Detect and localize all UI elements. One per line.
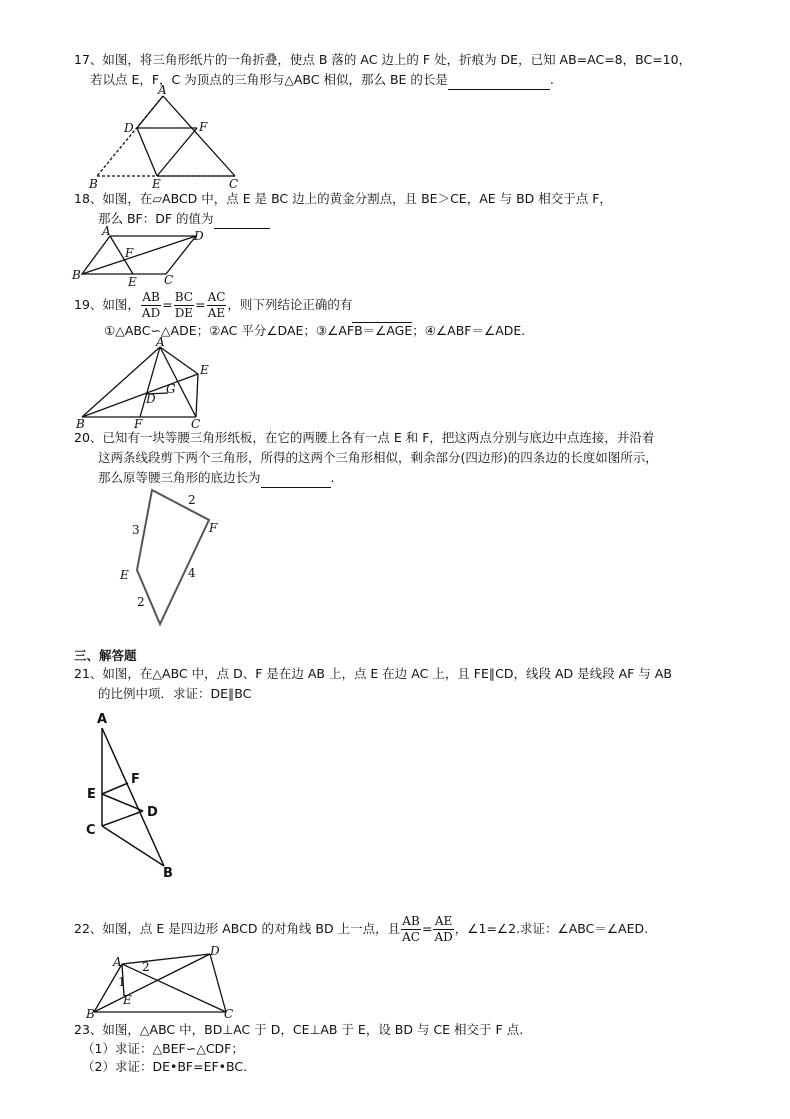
q19-eq2: = [195,297,206,312]
q19-fraction-ab-ad [141,290,161,321]
q17-end: . [549,72,554,87]
q17-figure [85,84,255,194]
q20-figure [110,484,240,634]
q17-label-d: D [124,121,134,135]
q22-label-c: C [224,1007,234,1021]
q18-answer-blank[interactable] [214,210,270,229]
q20-side-2-top: 2 [188,493,196,507]
q22-label-e: E [123,993,132,1007]
q21-label-d: D [147,805,158,820]
q17-label-c: C [229,177,239,191]
q18-label-a: A [102,224,111,238]
section-title-solve: 三、解答题 [74,648,137,663]
q18-label-d: D [194,229,204,243]
q22-edge-ad [122,954,210,964]
q19-edge-be [82,374,198,417]
q17-label-a: A [158,83,167,97]
q21-label-a: A [97,712,108,727]
q22-fraction-ab-ac [401,914,421,945]
q20-line2: 这两条线段剪下两个三角形，所得的这两个三角形相似，剩余部分(四边形)的四条边的长度如图所示， [98,450,658,465]
q19-figure [74,337,224,429]
q19-f3-den: AE [207,306,226,320]
q22-line1 [74,912,648,946]
q19-label-c: C [191,417,201,431]
q17-edge-ef [157,128,197,176]
q22-angle-2: 2 [142,960,150,974]
q20-answer-blank[interactable] [261,469,331,488]
q21-figure [85,710,185,885]
q22-prefix: 22、如图，点 E 是四边形 ABCD 的对角线 BD 上一点，且 [74,921,401,936]
q19-prefix: 19、如图， [74,297,140,312]
q19-suffix: ，则下列结论正确的有 [227,297,353,312]
q22-fraction-ae-ad [433,914,453,945]
q18-diagonal-bd [82,236,196,274]
q17-label-f: F [199,120,208,134]
q22-label-a: A [113,955,122,969]
q19-edge-af [140,347,160,417]
q19-fraction-bc-de [174,290,194,321]
q20-label-e: E [120,568,129,582]
q22-figure [80,944,240,1020]
q19-edge-ae [160,347,198,374]
q20-line1: 20、已知有一块等腰三角形纸板，在它的两腰上各有一点 E 和 F，把这两点分别与底边中点连接，并沿着 [74,430,655,445]
q17-answer-blank[interactable] [448,71,550,90]
q21-label-c: C [86,823,96,838]
q21-line2: 的比例中项．求证：DE∥BC [98,686,252,701]
q19-label-g: G [166,382,176,396]
q21-edge-de [102,794,143,811]
q22-f1-num: AB [402,914,420,928]
q17-line1: 17、如图，将三角形纸片的一角折叠，使点 B 落的 AC 边上的 F 处，折痕为 DE，已知 AB=AC=8，BC=10， [74,52,692,67]
q19-edge-ab [82,347,160,417]
q19-f3-num: AC [207,290,226,304]
q19-answer-blank[interactable] [352,288,412,323]
q21-label-e: E [87,787,96,802]
q17-fold-de [137,128,157,176]
q18-figure [70,226,210,288]
q20-side-3: 3 [132,523,140,537]
q22-label-d: D [210,944,220,958]
q19-label-f: F [134,417,143,431]
q20-line3-text: 那么原等腰三角形的底边长为 [98,470,261,485]
q19-f2-den: DE [174,306,194,320]
q19-f1-num: AB [142,290,160,304]
q18-label-c: C [164,273,174,287]
q19-fraction-ac-ae [207,290,227,321]
q18-line1: 18、如图，在▱ABCD 中，点 E 是 BC 边上的黄金分割点，且 BE＞CE，AE 与 BD 相交于点 F， [74,191,612,206]
q19-label-a: A [156,335,165,349]
q18-label-f: F [125,246,134,260]
q17-line2-text: 若以点 E，F，C 为顶点的三角形与△ABC 相似，那么 BE 的长是 [90,72,448,87]
q20-quadrilateral [137,490,209,624]
q22-edge-cd [210,954,226,1012]
q19-options: ①△ABC∽△ADE；②AC 平分∠DAE；③∠AFB＝∠AGE；④∠ABF＝∠ADE. [104,323,526,338]
q22-f2-num: AE [434,914,453,928]
q22-diagonal-ac [122,964,226,1012]
q22-f1-den: AC [402,930,420,944]
q19-eq1: = [162,297,173,312]
q21-edge-cd [102,811,143,826]
q19-label-e: E [200,363,209,377]
q23-part2: （2）求证：DE•BF=EF•BC. [82,1059,248,1074]
q18-label-e: E [128,275,137,289]
q19-label-d: D [146,392,156,406]
q19-label-b: B [76,417,85,431]
q20-label-f: F [209,521,218,535]
q23-part1: （1）求证：△BEF∽△CDF； [82,1041,244,1056]
q21-edge-ef [102,783,128,794]
q21-label-f: F [131,772,140,787]
q20-side-4: 4 [188,566,196,580]
q17-label-e: E [152,177,161,191]
q21-label-b: B [163,866,173,881]
q22-suffix: ，∠1=∠2.求证：∠ABC＝∠AED. [454,921,649,936]
q17-edge-ac [163,96,235,176]
q19-f1-den: AD [141,306,161,320]
q17-label-b: B [89,177,98,191]
q18-label-b: B [72,268,81,282]
q22-angle-1: 1 [118,975,126,989]
q17-edge-ab-solid [137,96,163,128]
q23-line1: 23、如图，△ABC 中，BD⊥AC 于 D，CE⊥AB 于 E，设 BD 与 CE 相交于 F 点. [74,1022,524,1037]
q20-end: . [330,470,335,485]
q20-side-2-bottom: 2 [137,595,145,609]
q18-line2-text: 那么 BF：DF 的值为 [98,211,214,226]
q19-line1 [74,288,412,323]
q22-eq: = [421,921,433,936]
q21-line1: 21、如图，在△ABC 中，点 D、F 是在边 AB 上，点 E 在边 AC 上，且 FE∥CD，线段 AD 是线段 AF 与 AB [74,666,672,681]
q19-edge-ce [196,374,198,417]
q19-f2-num: BC [174,290,193,304]
q22-label-b: B [86,1007,95,1021]
q22-f2-den: AD [434,930,453,944]
